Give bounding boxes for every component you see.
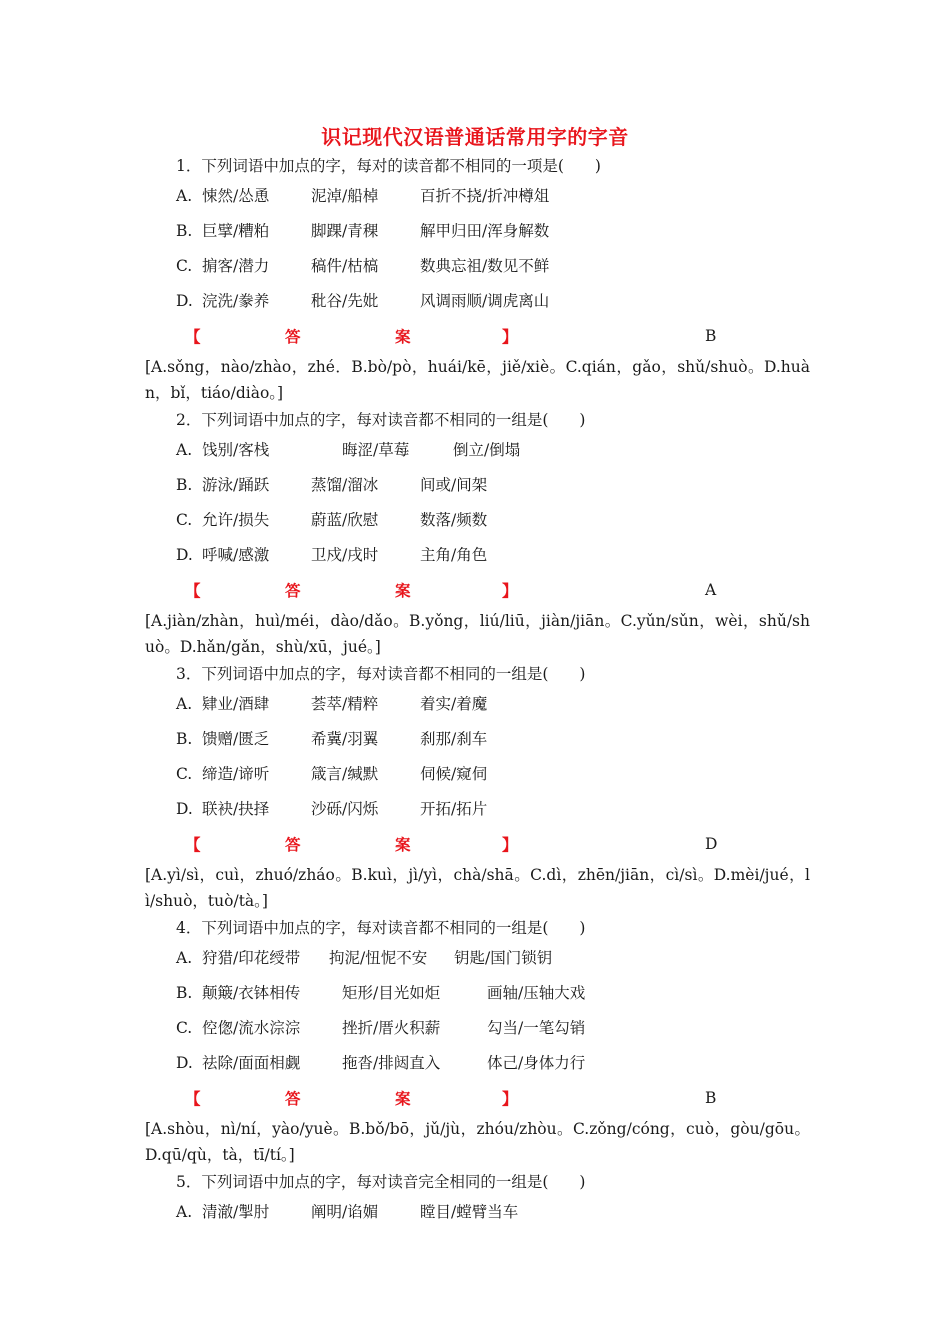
answer-label-char: 案	[395, 327, 411, 346]
answer-bracket-close: 】	[502, 581, 518, 600]
question-stem: 3．下列词语中加点的字，每对读音都不相同的一组是( )	[176, 665, 586, 683]
word-pair: 狩猎/印花绶带	[202, 949, 301, 967]
answer-letter: A	[705, 581, 717, 599]
word-pair: 刹那/刹车	[420, 730, 488, 748]
option-label: B.	[176, 476, 193, 494]
answer-explanation: [A.shòu，nì/ní，yào/yuè。B.bǒ/bō，jǔ/jù，zhóu/zhòu。C.zǒng/cóng，cuò，gòu/gōu。D.qū/qù，tà，tī/tí。]	[145, 1120, 810, 1164]
word-pair: 脚踝/青稞	[311, 222, 379, 240]
question-stem: 2．下列词语中加点的字，每对读音都不相同的一组是( )	[176, 411, 586, 429]
word-pair: 游泳/踊跃	[202, 476, 270, 494]
option-label: A.	[176, 949, 193, 967]
word-pair: 瞠目/螳臂当车	[420, 1203, 519, 1221]
word-pair: 解甲归田/浑身解数	[420, 222, 550, 240]
answer-label-char: 答	[285, 835, 301, 854]
option-label: B.	[176, 730, 193, 748]
word-pair: 箴言/缄默	[311, 765, 379, 783]
word-pair: 掮客/潜力	[202, 257, 270, 275]
option-label: D.	[176, 292, 193, 310]
option-label: D.	[176, 1054, 193, 1072]
answer-line	[145, 319, 810, 354]
word-pair: 主角/角色	[420, 546, 488, 564]
option-c	[145, 503, 810, 538]
question-list	[145, 154, 810, 1230]
answer-line	[145, 573, 810, 608]
answer-bracket-open: 【	[185, 835, 201, 854]
answer-label-char: 案	[395, 581, 411, 600]
word-pair: 着实/着魔	[420, 695, 488, 713]
answer-line	[145, 827, 810, 862]
option-label: A.	[176, 187, 193, 205]
option-label: A.	[176, 441, 193, 459]
word-pair: 数典忘祖/数见不鲜	[420, 257, 550, 275]
option-a	[145, 179, 810, 214]
word-pair: 饯别/客栈	[202, 441, 270, 459]
word-pair: 挫折/厝火积薪	[342, 1019, 441, 1037]
option-a	[145, 433, 810, 468]
word-pair: 泥淖/船棹	[311, 187, 379, 205]
word-pair: 伺候/窥伺	[420, 765, 488, 783]
word-pair: 悚然/怂恿	[202, 187, 270, 205]
question-stem: 4．下列词语中加点的字，每对读音都不相同的一组是( )	[176, 919, 586, 937]
answer-label-char: 答	[285, 327, 301, 346]
option-c	[145, 249, 810, 284]
word-pair: 希冀/羽翼	[311, 730, 379, 748]
option-label: C.	[176, 511, 193, 529]
option-label: C.	[176, 1019, 193, 1037]
option-b	[145, 976, 810, 1011]
answer-label-char: 答	[285, 1089, 301, 1108]
word-pair: 画轴/压轴大戏	[487, 984, 586, 1002]
option-d	[145, 284, 810, 319]
answer-label-char: 案	[395, 835, 411, 854]
page-title: 识记现代汉语普通话常用字的字音	[321, 125, 629, 149]
word-pair: 缔造/谛听	[202, 765, 270, 783]
answer-explanation: [A.sǒng，nào/zhào，zhé．B.bò/pò，huái/kē，jiě/xiè。C.qián，gǎo，shǔ/shuò。D.huàn，bǐ，tiáo/diào。]	[145, 358, 810, 402]
option-label: B.	[176, 222, 193, 240]
word-pair: 祛除/面面相觑	[202, 1054, 301, 1072]
word-pair: 蒸馏/溜冰	[311, 476, 379, 494]
answer-bracket-open: 【	[185, 1089, 201, 1108]
question-stem: 5．下列词语中加点的字，每对读音完全相同的一组是( )	[176, 1173, 586, 1191]
word-pair: 钥匙/国门锁钥	[454, 949, 553, 967]
word-pair: 馈赠/匮乏	[202, 730, 270, 748]
answer-letter: B	[705, 327, 717, 345]
word-pair: 稿件/枯槁	[311, 257, 379, 275]
word-pair: 蔚蓝/欣慰	[311, 511, 379, 529]
word-pair: 勾当/一笔勾销	[487, 1019, 586, 1037]
word-pair: 间或/间架	[420, 476, 488, 494]
option-d	[145, 1046, 810, 1081]
word-pair: 体己/身体力行	[487, 1054, 586, 1072]
option-b	[145, 214, 810, 249]
word-pair: 呼喊/感激	[202, 546, 270, 564]
question-stem: 1．下列词语中加点的字，每对的读音都不相同的一项是( )	[176, 157, 601, 175]
word-pair: 巨擘/糟粕	[202, 222, 270, 240]
option-d	[145, 792, 810, 827]
option-d	[145, 538, 810, 573]
word-pair: 开拓/拓片	[420, 800, 488, 818]
answer-explanation: [A.yì/sì，cuì，zhuó/zháo。B.kuì，jì/yì，chà/shā。C.dì，zhēn/jiān，cì/sì。D.mèi/jué，lì/shuò，tuò/tà。]	[145, 866, 810, 910]
word-pair: 颠簸/衣钵相传	[202, 984, 301, 1002]
answer-label-char: 案	[395, 1089, 411, 1108]
answer-letter: B	[705, 1089, 717, 1107]
option-a	[145, 1195, 810, 1230]
answer-bracket-close: 】	[502, 327, 518, 346]
word-pair: 数落/频数	[420, 511, 488, 529]
word-pair: 阐明/谄媚	[311, 1203, 379, 1221]
option-label: D.	[176, 546, 193, 564]
option-c	[145, 757, 810, 792]
answer-bracket-close: 】	[502, 1089, 518, 1108]
option-label: C.	[176, 765, 193, 783]
option-a	[145, 687, 810, 722]
option-label: B.	[176, 984, 193, 1002]
word-pair: 沙砾/闪烁	[311, 800, 379, 818]
word-pair: 清澈/掣肘	[202, 1203, 270, 1221]
word-pair: 卫戍/戌时	[311, 546, 379, 564]
answer-line	[145, 1081, 810, 1116]
word-pair: 联袂/抉择	[202, 800, 270, 818]
word-pair: 秕谷/先妣	[311, 292, 379, 310]
answer-bracket-close: 】	[502, 835, 518, 854]
option-label: A.	[176, 695, 193, 713]
word-pair: 浣洗/豢养	[202, 292, 270, 310]
answer-bracket-open: 【	[185, 327, 201, 346]
option-b	[145, 468, 810, 503]
option-a	[145, 941, 810, 976]
word-pair: 晦涩/草莓	[342, 441, 410, 459]
word-pair: 荟萃/精粹	[311, 695, 379, 713]
option-label: A.	[176, 1203, 193, 1221]
answer-explanation: [A.jiàn/zhàn，huì/méi，dào/dǎo。B.yǒng，liú/liū，jiàn/jiān。C.yǔn/sǔn，wèi，shǔ/shuò。D.hǎn/gǎn，shù/xū，jué。]	[145, 612, 810, 656]
option-b	[145, 722, 810, 757]
word-pair: 倒立/倒塌	[453, 441, 521, 459]
word-pair: 拘泥/忸怩不安	[329, 949, 428, 967]
word-pair: 倥偬/流水淙淙	[202, 1019, 301, 1037]
option-label: C.	[176, 257, 193, 275]
word-pair: 拖沓/排闼直入	[342, 1054, 441, 1072]
option-label: D.	[176, 800, 193, 818]
word-pair: 百折不挠/折冲樽俎	[420, 187, 550, 205]
answer-bracket-open: 【	[185, 581, 201, 600]
answer-label-char: 答	[285, 581, 301, 600]
word-pair: 风调雨顺/调虎离山	[420, 292, 550, 310]
word-pair: 允许/损失	[202, 511, 270, 529]
option-c	[145, 1011, 810, 1046]
word-pair: 肄业/酒肆	[202, 695, 270, 713]
word-pair: 矩形/目光如炬	[342, 984, 441, 1002]
answer-letter: D	[705, 835, 718, 853]
